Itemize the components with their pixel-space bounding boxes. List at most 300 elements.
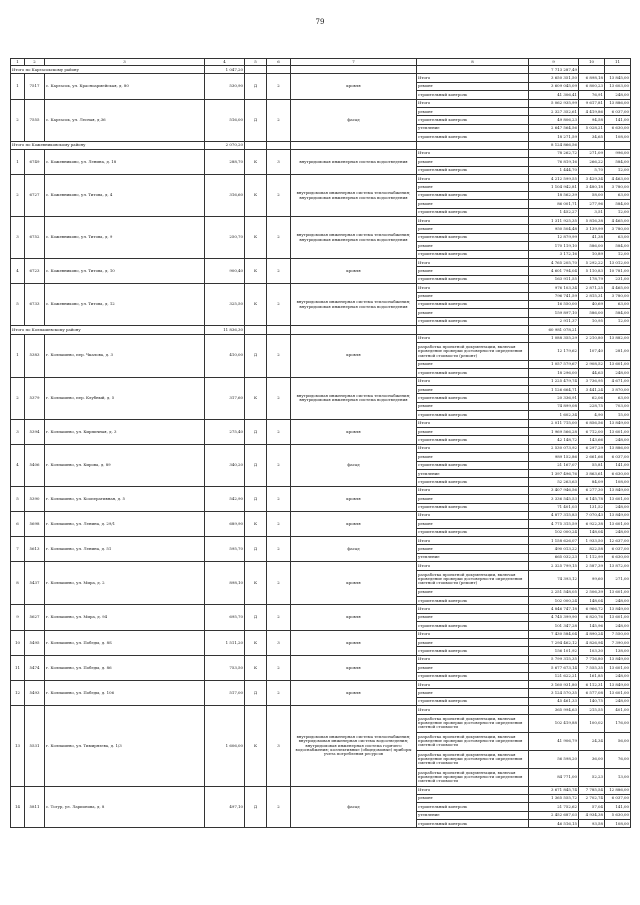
work-type: строительный контроль (417, 116, 529, 124)
building-number: 2 (11, 99, 25, 141)
max-unit-cost: 4 465,00 (605, 217, 631, 225)
work-cost: 2 251 548,05 (529, 588, 579, 596)
work-type: строительный контроль (417, 166, 529, 174)
work-cost: 86 001,71 (529, 200, 579, 208)
building-id: 7517 (25, 74, 45, 99)
building-address: с. Кожевниково, ул. Титова, д. 9 (45, 217, 205, 259)
max-unit-cost: 6 037,00 (605, 545, 631, 553)
work-cost: 121 622,21 (529, 672, 579, 680)
unit-cost: 586,00 (579, 242, 605, 250)
unit-cost: 44,63 (579, 369, 605, 377)
work-cost: 1 397 496,76 (529, 469, 579, 477)
building-number: 1 (11, 334, 25, 377)
work-type: ремонт (417, 545, 529, 553)
work-type: строительный контроль (417, 597, 529, 605)
wall-material: Д (245, 99, 267, 141)
max-unit-cost: 176,00 (605, 714, 631, 732)
district-total-row (11, 326, 631, 334)
building-work-row (11, 562, 631, 570)
work-cost: 170 119,10 (529, 242, 579, 250)
work-cost: 3 336 545,53 (529, 495, 579, 503)
building-work-row (11, 680, 631, 688)
work-cost: 156 101,92 (529, 647, 579, 655)
work-type: строительный контроль (417, 503, 529, 511)
unit-cost: 100,02 (579, 714, 605, 732)
max-unit-cost: 3 870,00 (605, 386, 631, 394)
cell-empty (417, 141, 529, 149)
work-cost: 1 225 479,74 (529, 377, 579, 385)
work-cost: 159 897,10 (529, 309, 579, 317)
building-address: г. Колпашево, пер. Чкалова, д. 3 (45, 334, 205, 377)
building-work-row (11, 786, 631, 794)
building-area: 900,40 (205, 258, 245, 283)
repair-system: внутридомовая инженерная система теплоснабжения; внутридомовая инженерная система водоотведения (291, 217, 417, 259)
work-type: ремонт (417, 225, 529, 233)
max-unit-cost: 3 780,00 (605, 225, 631, 233)
floor-count: 2 (267, 217, 291, 259)
unit-cost: 76,91 (579, 91, 605, 99)
work-type: разработка проектной документации, включая проведение проверки достоверности определения сметной стоимости (417, 768, 529, 786)
cell-empty (267, 66, 291, 74)
unit-cost: 6 145,78 (579, 495, 605, 503)
wall-material: К (245, 284, 267, 326)
max-unit-cost: 248,00 (605, 672, 631, 680)
max-unit-cost: 4 463,00 (605, 175, 631, 183)
building-address: г. Колпашево, ул. Тимирязева, д. 1/3 (45, 706, 205, 786)
work-cost: 490 013,22 (529, 545, 579, 553)
work-type: ремонт (417, 639, 529, 647)
work-type: Итого (417, 680, 529, 688)
max-unit-cost: 108,00 (605, 133, 631, 141)
building-address: г. Колпашево, ул. Ленина, д. 51 (45, 537, 205, 562)
max-unit-cost: 3 780,00 (605, 183, 631, 191)
cell-empty (267, 326, 291, 334)
building-address: с. Кожевниково, ул. Ленина, д. 18 (45, 149, 205, 174)
building-work-row (11, 630, 631, 638)
unit-cost: 93,58 (579, 820, 605, 828)
wall-material: К (245, 377, 267, 419)
work-type: ремонт (417, 664, 529, 672)
building-address: г. Колпашево, ул. Мира, д. 2 (45, 562, 205, 605)
district-total-area: 1 047,20 (205, 66, 245, 74)
building-area: 340,20 (205, 444, 245, 486)
unit-cost: 148,04 (579, 597, 605, 605)
building-area: 1 606,00 (205, 706, 245, 786)
cell-empty (291, 66, 417, 74)
building-work-row (11, 655, 631, 663)
work-cost: 1 126 664,71 (529, 386, 579, 394)
unit-cost: 1 933,50 (579, 537, 605, 545)
work-type: ремонт (417, 402, 529, 410)
building-area: 689,90 (205, 511, 245, 536)
unit-cost: 7 785,54 (579, 786, 605, 794)
column-number-5: 5 (245, 59, 267, 66)
building-area: 325,50 (205, 284, 245, 326)
building-id: 5811 (25, 786, 45, 828)
work-type: ремонт (417, 360, 529, 368)
unit-cost: 2 871,25 (579, 284, 605, 292)
building-address: с. Кожевниково, ул. Титова, д. 4 (45, 175, 205, 217)
district-total-label: Итого по Каргасокскому району (11, 66, 205, 74)
work-cost: 2 325 799,15 (529, 562, 579, 570)
cell-empty (245, 326, 267, 334)
unit-cost: 7 070,43 (579, 511, 605, 519)
work-type: Итого (417, 334, 529, 342)
work-type: строительный контроль (417, 300, 529, 308)
max-unit-cost: 12 637,00 (605, 537, 631, 545)
work-type: строительный контроль (417, 91, 529, 99)
work-type: Итого (417, 562, 529, 570)
work-cost: 56 598,20 (529, 750, 579, 768)
column-number-11: 11 (605, 59, 631, 66)
max-unit-cost: 6 037,00 (605, 107, 631, 115)
cell-empty (245, 66, 267, 74)
district-total-row (11, 66, 631, 74)
work-cost: 3 609 045,09 (529, 82, 579, 90)
repair-system: фасад (291, 444, 417, 486)
wall-material: К (245, 562, 267, 605)
work-type: строительный контроль (417, 478, 529, 486)
unit-cost: 6 297,29 (579, 444, 605, 452)
building-work-row (11, 149, 631, 157)
column-number-2: 2 (25, 59, 45, 66)
max-unit-cost: 13 849,00 (605, 486, 631, 494)
max-unit-cost: 4 465,00 (605, 284, 631, 292)
column-number-6: 6 (267, 59, 291, 66)
building-number: 11 (11, 655, 25, 680)
building-area: 517,00 (205, 680, 245, 705)
work-cost: 18 296,00 (529, 369, 579, 377)
max-unit-cost: 13 012,00 (605, 258, 631, 266)
work-cost: 4 212 599,55 (529, 175, 579, 183)
building-id: 6733 (25, 284, 45, 326)
unit-cost: 6 966,72 (579, 605, 605, 613)
building-id: 5437 (25, 562, 45, 605)
work-type: утепление (417, 553, 529, 561)
unit-cost: 3 139,99 (579, 225, 605, 233)
building-address: г. Колпашево, ул. Победы, д. 106 (45, 680, 205, 705)
unit-cost: 9 617,81 (579, 99, 605, 107)
work-type: утепление (417, 124, 529, 132)
repair-system: фасад (291, 537, 417, 562)
unit-cost: 6 856,56 (579, 419, 605, 427)
unit-cost: 57,04 (579, 803, 605, 811)
work-type: ремонт (417, 82, 529, 90)
max-unit-cost: 13 601,00 (605, 360, 631, 368)
unit-cost: 6 277,30 (579, 486, 605, 494)
max-unit-cost: 3 780,00 (605, 292, 631, 300)
floor-count: 2 (267, 99, 291, 141)
work-cost: 1 311 925,35 (529, 217, 579, 225)
unit-cost: 10,89 (579, 250, 605, 258)
repair-system: кровля (291, 605, 417, 630)
work-type: строительный контроль (417, 275, 529, 283)
cell-empty (291, 141, 417, 149)
unit-cost: 24,34 (579, 732, 605, 750)
work-cost: 41 906,79 (529, 732, 579, 750)
wall-material: Д (245, 786, 267, 828)
work-cost: 76 819,16 (529, 158, 579, 166)
capital-repair-table-sheet (10, 58, 630, 828)
repair-system: внутридомовая инженерная система теплоснабжения; внутридомовая инженерная система водоотведения; внутридомовая инженерная система горячего водоснабжения; коллективные (общедомовые) приборы учета потребления ресурсов (291, 706, 417, 786)
max-unit-cost: 12,00 (605, 250, 631, 258)
building-number: 5 (11, 284, 25, 326)
max-unit-cost: 13 886,00 (605, 99, 631, 107)
work-type: ремонт (417, 689, 529, 697)
max-unit-cost: 584,00 (605, 242, 631, 250)
floor-count: 2 (267, 284, 291, 326)
work-cost: 3 671 845,74 (529, 786, 579, 794)
work-type: ремонт (417, 107, 529, 115)
max-unit-cost: 56,00 (605, 732, 631, 750)
column-number-9: 9 (529, 59, 579, 66)
building-address: г. Колпашево, ул. Кооперативная, д. 5 (45, 486, 205, 511)
work-type: строительный контроль (417, 461, 529, 469)
work-type: строительный контроль (417, 528, 529, 536)
work-type: ремонт (417, 200, 529, 208)
unit-cost: 266,22 (579, 158, 605, 166)
work-type: Итого (417, 605, 529, 613)
table-body (11, 59, 631, 828)
building-id: 5406 (25, 444, 45, 486)
unit-cost: 3 863,61 (579, 469, 605, 477)
building-number: 6 (11, 511, 25, 536)
max-unit-cost: 401,00 (605, 706, 631, 714)
unit-cost: 4,90 (579, 411, 605, 419)
cell-empty (579, 326, 605, 334)
unit-cost: 103,30 (579, 647, 605, 655)
work-type: Итого (417, 175, 529, 183)
building-area: 898,10 (205, 562, 245, 605)
wall-material: Д (245, 334, 267, 377)
wall-material: К (245, 511, 267, 536)
max-unit-cost: 6 630,00 (605, 553, 631, 561)
building-number: 1 (11, 149, 25, 174)
wall-material: К (245, 706, 267, 786)
floor-count: 2 (267, 680, 291, 705)
max-unit-cost: 76,00 (605, 750, 631, 768)
work-cost: 21 752,62 (529, 803, 579, 811)
unit-cost: 52,23 (579, 768, 605, 786)
district-total-sum: 7 713 287,49 (529, 66, 579, 74)
work-type: ремонт (417, 292, 529, 300)
building-id: 6727 (25, 175, 45, 217)
building-area: 316,60 (205, 175, 245, 217)
unit-cost: 7 555,35 (579, 664, 605, 672)
building-id: 6749 (25, 149, 45, 174)
floor-count: 2 (267, 175, 291, 217)
max-unit-cost: 584,00 (605, 158, 631, 166)
building-work-row (11, 706, 631, 714)
wall-material: К (245, 655, 267, 680)
work-cost: 21 167,07 (529, 461, 579, 469)
work-cost: 1 104 942,81 (529, 183, 579, 191)
unit-cost: 4 934,38 (579, 811, 605, 819)
max-unit-cost: 6 037,00 (605, 794, 631, 802)
work-type: строительный контроль (417, 208, 529, 216)
building-address: г. Колпашево, ул. Кирпичная, д. 3 (45, 419, 205, 444)
work-type: Итого (417, 149, 529, 157)
work-cost: 74 899,08 (529, 402, 579, 410)
building-id: 5698 (25, 511, 45, 536)
max-unit-cost: 996,00 (605, 149, 631, 157)
max-unit-cost: 13 886,00 (605, 444, 631, 452)
work-type: Итого (417, 655, 529, 663)
max-unit-cost: 271,00 (605, 570, 631, 588)
building-number: 7 (11, 537, 25, 562)
work-type: строительный контроль (417, 411, 529, 419)
max-unit-cost: 13 601,00 (605, 664, 631, 672)
max-unit-cost: 13 849,00 (605, 680, 631, 688)
work-cost: 42 148,72 (529, 436, 579, 444)
building-number: 2 (11, 377, 25, 419)
building-area: 317,60 (205, 377, 245, 419)
unit-cost: 586,00 (579, 309, 605, 317)
max-unit-cost: 248,00 (605, 528, 631, 536)
work-cost: 102 419,88 (529, 714, 579, 732)
work-cost: 101 347,28 (529, 622, 579, 630)
floor-count: 3 (267, 149, 291, 174)
work-type: строительный контроль (417, 191, 529, 199)
unit-cost: 84,09 (579, 478, 605, 486)
work-type: Итого (417, 284, 529, 292)
max-unit-cost: 13 601,00 (605, 689, 631, 697)
unit-cost: 6 820,76 (579, 613, 605, 621)
unit-cost: 4 826,94 (579, 639, 605, 647)
building-area: 250,70 (205, 217, 245, 259)
work-cost: 989 152,86 (529, 453, 579, 461)
unit-cost: 6 577,08 (579, 689, 605, 697)
building-id: 7555 (25, 99, 45, 141)
repair-system: кровля (291, 680, 417, 705)
building-id: 5394 (25, 419, 45, 444)
unit-cost: 178,79 (579, 275, 605, 283)
wall-material: К (245, 258, 267, 283)
building-area: 595,70 (205, 537, 245, 562)
max-unit-cost: 12,00 (605, 208, 631, 216)
wall-material: Д (245, 444, 267, 486)
max-unit-cost: 108,00 (605, 478, 631, 486)
work-type: Итого (417, 486, 529, 494)
work-type: Итого (417, 258, 529, 266)
work-cost: 2 452 687,03 (529, 811, 579, 819)
building-number: 13 (11, 706, 25, 786)
work-type: строительный контроль (417, 250, 529, 258)
repair-system: внутридомовая инженерная система теплоснабжения; внутридомовая инженерная система водоотведения (291, 175, 417, 217)
building-area: 753,50 (205, 655, 245, 680)
building-number: 10 (11, 630, 25, 655)
unit-cost: 2 210,80 (579, 334, 605, 342)
unit-cost: 161,85 (579, 672, 605, 680)
building-address: с. Тогур, ул. Ларионова, д. 8 (45, 786, 205, 828)
repair-system: кровля (291, 486, 417, 511)
unit-cost: 58,00 (579, 191, 605, 199)
work-type: строительный контроль (417, 369, 529, 377)
wall-material: Д (245, 74, 267, 99)
repair-system: кровля (291, 630, 417, 655)
work-cost: 3 407 946,56 (529, 486, 579, 494)
building-id: 5474 (25, 655, 45, 680)
unit-cost: 2 506,39 (579, 588, 605, 596)
building-area: 695,70 (205, 605, 245, 630)
work-cost: 1 969 566,28 (529, 428, 579, 436)
max-unit-cost: 7 550,00 (605, 630, 631, 638)
max-unit-cost: 231,00 (605, 275, 631, 283)
building-address: г. Колпашево, ул. Кирова, д. 89 (45, 444, 205, 486)
work-cost: 163 911,55 (529, 275, 579, 283)
column-number-10: 10 (579, 59, 605, 66)
work-cost: 7 294 462,12 (529, 639, 579, 647)
max-unit-cost: 13 882,00 (605, 334, 631, 342)
unit-cost: 131,52 (579, 503, 605, 511)
column-number-4: 4 (205, 59, 245, 66)
work-type: Итого (417, 630, 529, 638)
max-unit-cost: 63,00 (605, 233, 631, 241)
unit-cost: 10,95 (579, 317, 605, 325)
unit-cost: 822,58 (579, 545, 605, 553)
building-address: г. Колпашево, ул. Победы, д. 8S (45, 630, 205, 655)
repair-system: внутридомовая инженерная система водоотведения (291, 149, 417, 174)
work-cost: 12 879,99 (529, 233, 579, 241)
work-cost: 74 393,12 (529, 570, 579, 588)
unit-cost: 143,66 (579, 436, 605, 444)
max-unit-cost: 13 845,00 (605, 74, 631, 82)
wall-material: Д (245, 486, 267, 511)
work-cost: 1 444,70 (529, 166, 579, 174)
unit-cost: 6 712,00 (579, 428, 605, 436)
unit-cost: 6 800,23 (579, 82, 605, 90)
wall-material: Д (245, 419, 267, 444)
work-type: ремонт (417, 267, 529, 275)
max-unit-cost: 63,00 (605, 300, 631, 308)
cell-empty (291, 326, 417, 334)
building-address: с. Кожевниково, ул. Титова, д. 10 (45, 258, 205, 283)
building-work-row (11, 444, 631, 452)
work-cost: 49 806,23 (529, 116, 579, 124)
work-cost: 4 745 399,90 (529, 613, 579, 621)
floor-count: 2 (267, 511, 291, 536)
floor-count: 2 (267, 786, 291, 828)
unit-cost: 148,04 (579, 528, 605, 536)
work-type: ремонт (417, 453, 529, 461)
max-unit-cost: 13 603,00 (605, 82, 631, 90)
max-unit-cost: 12,00 (605, 166, 631, 174)
work-type: ремонт (417, 613, 529, 621)
work-type: ремонт (417, 495, 529, 503)
work-type: утепление (417, 469, 529, 477)
max-unit-cost: 248,00 (605, 503, 631, 511)
max-unit-cost: 15,00 (605, 411, 631, 419)
work-cost: 365 994,63 (529, 706, 579, 714)
floor-count: 2 (267, 562, 291, 605)
work-cost: 71 401,03 (529, 503, 579, 511)
building-area: 410,00 (205, 334, 245, 377)
work-cost: 3 160 931,80 (529, 680, 579, 688)
work-type: строительный контроль (417, 672, 529, 680)
work-type: Итого (417, 786, 529, 794)
repair-system: кровля (291, 562, 417, 605)
work-cost: 2 530 073,92 (529, 444, 579, 452)
work-cost: 41 306,41 (529, 91, 579, 99)
unit-cost: 6 898,18 (579, 74, 605, 82)
building-work-row (11, 537, 631, 545)
work-cost: 20 336,91 (529, 394, 579, 402)
floor-count: 2 (267, 258, 291, 283)
building-work-row (11, 258, 631, 266)
work-cost: 2 327 352,61 (529, 107, 579, 115)
building-area: 288,70 (205, 149, 245, 174)
work-type: ремонт (417, 520, 529, 528)
